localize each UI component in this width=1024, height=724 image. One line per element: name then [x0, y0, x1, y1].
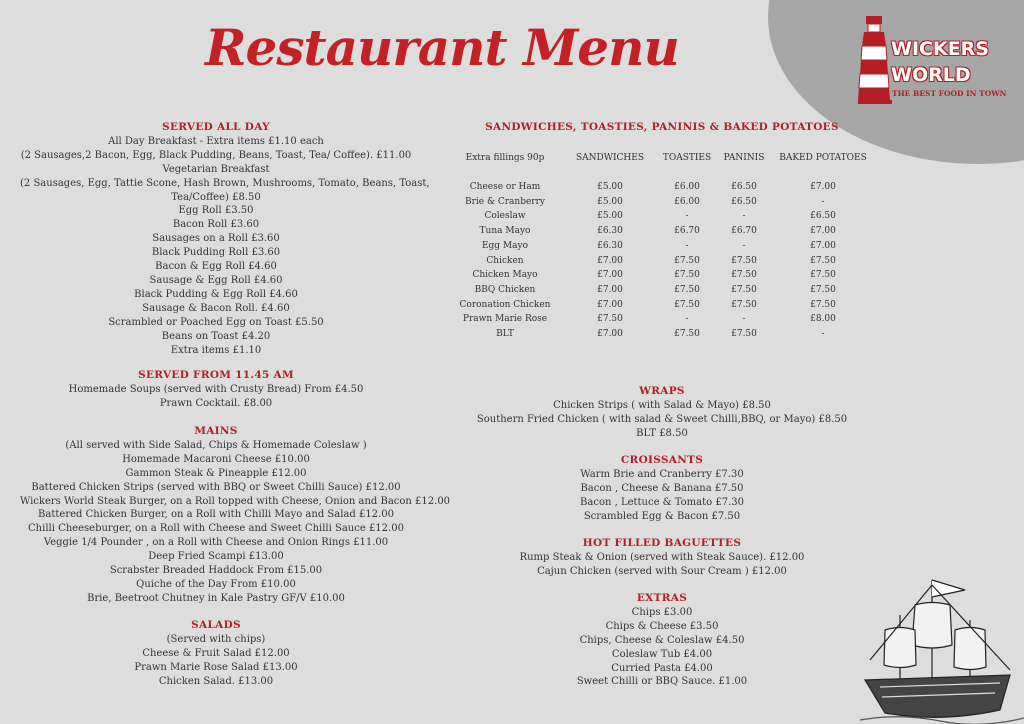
table-cell: £7.50 [731, 284, 757, 295]
table-cell: £7.50 [674, 255, 700, 266]
table-cell: - [821, 196, 825, 207]
menu-item: Tea/Coffee) £8.50 [171, 191, 261, 203]
table-row-label: BBQ Chicken [474, 284, 536, 295]
wraps-list [460, 399, 864, 441]
table-cell: £6.70 [674, 226, 700, 237]
table-cell: £6.00 [674, 182, 700, 192]
table-cell: £6.70 [731, 226, 757, 237]
menu-item: Veggie 1/4 Pounder , on a Roll with Cheese and Onion Rings £11.00 [43, 537, 389, 549]
menu-item: Homemade Macaroni Cheese £10.00 [122, 453, 310, 465]
table-cell: TOASTIES [662, 153, 712, 163]
menu-item: Curried Pasta £4.00 [611, 662, 713, 674]
menu-item: Chilli Cheeseburger, on a Roll with Cheese and Sweet Chilli Sauce £12.00 [28, 523, 404, 535]
menu-item: Chicken Strips ( with Salad & Mayo) £8.50 [553, 399, 771, 411]
table-cell: - [685, 240, 689, 251]
menu-item: Battered Chicken Strips (served with BBQ or Sweet Chilli Sauce) £12.00 [31, 481, 401, 493]
menu-item: Cajun Chicken (served with Sour Cream ) £12.00 [537, 565, 787, 577]
menu-item: Extra items £1.10 [170, 344, 262, 356]
baguettes-section [460, 537, 864, 579]
table-row-label: Prawn Marie Rose [462, 314, 548, 325]
extras-section [460, 592, 864, 689]
menu-item: Scrambled or Poached Egg on Toast £5.50 [108, 316, 324, 328]
lighthouse-icon [858, 12, 892, 108]
table-cell: £7.50 [674, 270, 700, 281]
left-column [20, 121, 430, 357]
served-all-day-list [20, 135, 430, 358]
menu-item: Egg Roll £3.50 [178, 205, 254, 217]
table-row-label: Brie & Cranberry [465, 196, 545, 207]
table-cell: £7.50 [731, 299, 757, 310]
menu-item: Black Pudding Roll £3.60 [151, 247, 281, 259]
menu-item: Scrabster Breaded Haddock From £15.00 [109, 565, 323, 577]
baguettes-list [460, 551, 864, 579]
served-from-list [20, 383, 412, 411]
table-row-label: Extra fillings 90p [465, 153, 545, 163]
menu-item: Black Pudding & Egg Roll £4.60 [134, 288, 298, 300]
table-cell: £7.00 [597, 270, 623, 281]
table-cell: £7.00 [597, 284, 623, 295]
table-cell: £7.00 [810, 182, 836, 192]
croissants-section [460, 454, 864, 524]
menu-item: Gammon Steak & Pineapple £12.00 [125, 467, 307, 479]
menu-item: Rump Steak & Onion (served with Steak Sauce). £12.00 [519, 551, 805, 563]
menu-item: (All served with Side Salad, Chips & Homemade Coleslaw ) [65, 439, 367, 451]
ship-illustration [860, 575, 1024, 724]
table-cell: £7.50 [810, 255, 836, 266]
menu-item: Warm Brie and Cranberry £7.30 [580, 468, 744, 480]
table-cell: - [685, 314, 689, 325]
page-title: Restaurant Menu [205, 18, 679, 77]
menu-item: Sausage & Egg Roll £4.60 [149, 274, 283, 286]
logo-line-2: WORLD [891, 64, 971, 86]
table-cell: £5.00 [597, 182, 623, 192]
table-cell: PANINIS [723, 153, 765, 163]
table-row-label: Chicken Mayo [472, 270, 538, 281]
menu-item: Chips £3.00 [631, 606, 693, 618]
section-title-extras: EXTRAS [636, 592, 688, 604]
menu-item: Bacon , Lettuce & Tomato £7.30 [580, 496, 744, 508]
logo-line-1: WICKERS [891, 38, 989, 60]
menu-item: Brie, Beetroot Chutney in Kale Pastry GF/V £10.00 [87, 592, 345, 604]
menu-item: Quiche of the Day From £10.00 [136, 578, 296, 590]
table-row-label: Chicken [486, 255, 524, 266]
table-cell: £7.50 [810, 284, 836, 295]
menu-item: (2 Sausages,2 Bacon, Egg, Black Pudding, Beans, Toast, Tea/ Coffee). £11.00 [20, 149, 412, 161]
menu-item: Wickers World Steak Burger, on a Roll topped with Cheese, Onion and Bacon £12.00 [20, 495, 451, 507]
table-cell: £7.50 [674, 284, 700, 295]
menu-item: Bacon & Egg Roll £4.60 [155, 261, 277, 273]
mains-section [20, 425, 451, 606]
salads-section [20, 619, 412, 689]
table-cell: £7.50 [731, 255, 757, 266]
menu-item: Coleslaw Tub £4.00 [611, 648, 713, 660]
table-cell: £7.50 [674, 299, 700, 310]
mains-list [20, 439, 451, 606]
served-from-section [20, 369, 412, 411]
table-cell: BAKED POTATOES [779, 153, 867, 163]
table-cell: - [742, 211, 746, 222]
section-title-salads: SALADS [191, 619, 241, 631]
table-cell: £7.50 [810, 299, 836, 310]
table-row-label: Coronation Chicken [459, 299, 551, 310]
table-cell: £7.50 [731, 329, 757, 339]
table-cell: £7.50 [674, 329, 700, 339]
table-cell: £5.00 [597, 196, 623, 207]
salads-list [20, 633, 412, 689]
table-cell: £8.00 [810, 314, 836, 325]
menu-item: Chips, Cheese & Coleslaw £4.50 [579, 634, 745, 646]
section-title-croissants: CROISSANTS [620, 454, 704, 466]
table-cell: £7.00 [597, 299, 623, 310]
table-cell: £7.00 [810, 240, 836, 251]
section-title-sandwiches: SANDWICHES, TOASTIES, PANINIS & BAKED POTATOES [485, 121, 839, 133]
menu-item: (Served with chips) [166, 633, 266, 645]
extras-list [460, 606, 864, 689]
menu-item: Bacon , Cheese & Banana £7.50 [580, 482, 744, 494]
logo [858, 12, 1018, 112]
table-cell: £6.50 [731, 196, 757, 207]
menu-item: Sausage & Bacon Roll. £4.60 [142, 302, 290, 314]
table-row-label: Cheese or Ham [469, 182, 541, 192]
menu-item: Prawn Cocktail. £8.00 [159, 397, 273, 409]
table-row-label: Tuna Mayo [479, 226, 531, 237]
section-title-served-from: SERVED FROM 11.45 AM [138, 369, 294, 381]
table-cell: £6.30 [597, 240, 623, 251]
section-title-served-all-day: SERVED ALL DAY [162, 121, 270, 133]
croissants-list [460, 468, 864, 524]
table-cell: £7.00 [597, 255, 623, 266]
menu-item: Beans on Toast £4.20 [161, 330, 271, 342]
menu-item: Sweet Chilli or BBQ Sauce. £1.00 [576, 676, 748, 688]
menu-item: Vegetarian Breakfast [162, 163, 270, 175]
table-cell: £6.50 [731, 182, 757, 192]
section-title-mains: MAINS [194, 425, 238, 437]
menu-item: Deep Fried Scampi £13.00 [148, 551, 284, 563]
table-cell: - [742, 314, 746, 325]
menu-item: (2 Sausages, Egg, Tattie Scone, Hash Brown, Mushrooms, Tomato, Beans, Toast, [20, 177, 430, 189]
section-title-wraps: WRAPS [639, 385, 685, 397]
table-cell: - [821, 329, 825, 339]
menu-item: Battered Chicken Burger, on a Roll with Chilli Mayo and Salad £12.00 [38, 509, 394, 521]
menu-item: All Day Breakfast - Extra items £1.10 each [108, 135, 324, 147]
table-cell: £5.00 [597, 211, 623, 222]
table-cell: £7.00 [810, 226, 836, 237]
menu-item: Chips & Cheese £3.50 [605, 620, 719, 632]
menu-item: Scrambled Egg & Bacon £7.50 [583, 510, 741, 522]
menu-item: Bacon Roll £3.60 [172, 219, 260, 231]
menu-item: BLT £8.50 [636, 427, 688, 439]
menu-item: Prawn Marie Rose Salad £13.00 [134, 661, 298, 673]
table-cell: SANDWICHES [575, 153, 645, 163]
menu-item: Sausages on a Roll £3.60 [152, 233, 280, 245]
menu-item: Homemade Soups (served with Crusty Bread) From £4.50 [68, 383, 364, 395]
table-cell: £7.50 [731, 270, 757, 281]
wraps-section [460, 385, 864, 441]
menu-item: Cheese & Fruit Salad £12.00 [142, 647, 290, 659]
table-cell: - [742, 240, 746, 251]
table-cell: £7.50 [810, 270, 836, 281]
table-cell: £6.00 [674, 196, 700, 207]
table-row-label: Coleslaw [484, 211, 526, 222]
table-cell: £7.50 [597, 314, 623, 325]
section-title-baguettes: HOT FILLED BAGUETTES [582, 537, 742, 549]
table-cell: £7.00 [597, 329, 623, 339]
table-row-label: Egg Mayo [481, 240, 529, 251]
table-cell: £6.30 [597, 226, 623, 237]
table-cell: £6.50 [810, 211, 836, 222]
sandwiches-section [460, 121, 864, 135]
menu-item: Chicken Salad. £13.00 [158, 675, 274, 687]
table-cell: - [685, 211, 689, 222]
table-row-label: BLT [496, 329, 514, 339]
logo-tagline: THE BEST FOOD IN TOWN [892, 89, 1007, 98]
menu-item: Southern Fried Chicken ( with salad & Sweet Chilli,BBQ, or Mayo) £8.50 [476, 413, 848, 425]
